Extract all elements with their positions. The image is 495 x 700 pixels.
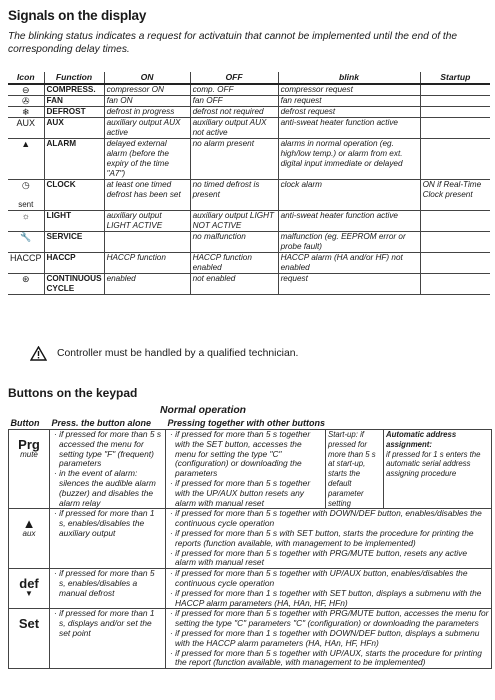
signal-row: [8, 211, 490, 232]
auto-address-text: if pressed for 1 s enters the automatic serial address assigning procedure: [386, 449, 481, 479]
button-name: Set: [18, 616, 40, 632]
signal-function: CLOCK: [44, 180, 104, 211]
signal-off: no malfunction: [190, 232, 278, 253]
press-item: · if pressed for more than 5 s accessed the menu for setting type "F" (frequent) parameters: [54, 429, 162, 469]
signal-row: [8, 139, 490, 180]
press-alone-cell: [50, 569, 166, 609]
signal-off: auxiliary output AUX not active: [190, 118, 278, 139]
signal-function: CONTINUOUS CYCLE: [44, 274, 104, 295]
buttons-header-row: [9, 418, 492, 430]
signal-off: defrost not required: [190, 107, 278, 118]
button-row: [9, 509, 492, 569]
together-item: · if pressed for more than 5 s together with DOWN/DEF button, enables/disables the continuous cycle operation: [170, 508, 482, 529]
signal-on: auxiliary output LIGHT ACTIVE: [104, 211, 190, 232]
header-press: Press. the button alone: [51, 418, 152, 428]
together-item: · if pressed for more than 5 s together with PRG/MUTE button, accesses the menu for setting the type "C" parameters "C" (configuration) or downloading the parameters: [170, 608, 489, 629]
press-together-cell: [166, 609, 492, 669]
signal-blink: HACCP alarm (HA and/or HF) not enabled: [278, 253, 420, 274]
light-icon: ☼: [8, 211, 44, 232]
signal-off: auxiliary output LIGHT NOT ACTIVE: [190, 211, 278, 232]
signal-off: HACCP function enabled: [190, 253, 278, 274]
signal-row: [8, 180, 490, 211]
signal-on: [104, 232, 190, 253]
normal-operation-label: Normal operation: [160, 405, 247, 416]
signal-startup: ON if Real-Time Clock present: [420, 180, 490, 211]
together-item: · if pressed for more than 5 s together with PRG/MUTE button, resets any active alarm with manual reset: [170, 547, 467, 568]
button-name: Prg: [18, 437, 40, 452]
signal-row: [8, 253, 490, 274]
continuous-cycle-icon: ⊛: [8, 274, 44, 295]
fan-icon: ✇: [8, 96, 44, 107]
signal-on: fan ON: [104, 96, 190, 107]
press-together-cell: [166, 569, 492, 609]
signal-blink: compressor request: [278, 84, 420, 96]
signal-blink: fan request: [278, 96, 420, 107]
aux-icon: AUX: [8, 118, 44, 139]
signal-function: ALARM: [44, 139, 104, 180]
button-sub: aux: [22, 529, 36, 539]
sent-label: sent: [18, 200, 34, 209]
haccp-icon: HACCP: [8, 253, 44, 274]
signal-row: [8, 107, 490, 118]
signal-row: [8, 232, 490, 253]
signal-on: delayed external alarm (before the expiry of the time "A7"): [104, 139, 190, 180]
signal-function: HACCP: [44, 253, 104, 274]
signal-function: FAN: [44, 96, 104, 107]
together-item: · if pressed for more than 1 s together with DOWN/DEF button, displays a submenu with the HACCP alarm parameters (HA, HAn, HF, HFn): [170, 627, 480, 648]
signals-table: [8, 72, 490, 295]
header-function: Function: [44, 72, 104, 84]
press-item: · if pressed for more than 1 s, enables/disables the auxiliary output: [54, 508, 155, 538]
press-alone-cell: [50, 430, 166, 509]
signal-startup: [420, 118, 490, 139]
signal-blink: anti-sweat heater function active: [278, 118, 420, 139]
button-name: ▲: [22, 516, 36, 532]
auto-address-cell: [384, 430, 492, 509]
signal-startup: [420, 84, 490, 96]
header-button: Button: [10, 418, 40, 428]
signal-blink: request: [278, 274, 420, 295]
keypad-button-4[interactable]: [9, 609, 50, 669]
buttons-title: Buttons on the keypad: [8, 386, 138, 400]
button-sub: ▼: [25, 588, 33, 598]
together-item: · if pressed for more than 5 s together with the UP/AUX button resets any alarm with manual reset: [170, 477, 311, 508]
header-together: Pressing together with other buttons: [167, 418, 326, 428]
signal-row: [8, 274, 490, 295]
warning-text: Controller must be handled by a qualified technician.: [57, 348, 299, 359]
signal-startup: [420, 107, 490, 118]
alarm-icon: ▲: [8, 139, 44, 180]
keypad-button-2[interactable]: [9, 509, 50, 569]
signal-on: HACCP function: [104, 253, 190, 274]
press-item: · if pressed for more than 1 s, displays and/or set the set point: [54, 608, 155, 638]
signal-blink: malfunction (eg. EEPROM error or probe fault): [278, 232, 420, 253]
signal-startup: [420, 274, 490, 295]
press-together-cell: [166, 430, 326, 509]
header-icon: Icon: [8, 72, 44, 84]
signal-startup: [420, 232, 490, 253]
signal-off: fan OFF: [190, 96, 278, 107]
together-item: · if pressed for more than 5 s together with the SET button, accesses the menu for setting the type "C" (configuration) or downloading the parameters: [170, 429, 311, 479]
signal-startup: [420, 139, 490, 180]
defrost-icon: ❄: [8, 107, 44, 118]
signal-off: no alarm present: [190, 139, 278, 180]
signal-startup: [420, 96, 490, 107]
together-item: · if pressed for more than 5 s together with UP/AUX button, enables/disables the continuous cycle operation: [170, 568, 468, 588]
signal-blink: defrost request: [278, 107, 420, 118]
signal-function: LIGHT: [44, 211, 104, 232]
signal-on: enabled: [104, 274, 190, 295]
signal-on: auxiliary output AUX active: [104, 118, 190, 139]
together-item: · if pressed for more than 5 s with SET button, starts the procedure for printing the reports (function available, with management to be implemented): [170, 527, 474, 548]
signal-off: no timed defrost is present: [190, 180, 278, 211]
signals-header-row: [8, 72, 490, 84]
button-row: [9, 430, 492, 509]
button-row: [9, 569, 492, 609]
warning-icon: [30, 346, 47, 361]
signal-blink: anti-sweat heater function active: [278, 211, 420, 232]
press-item: · in the event of alarm: silences the audible alarm (buzzer) and disables the alarm relay: [54, 468, 156, 508]
signal-function: AUX: [44, 118, 104, 139]
signal-function: SERVICE: [44, 232, 104, 253]
press-alone-cell: [50, 509, 166, 569]
signals-title: Signals on the display: [8, 8, 147, 23]
signal-blink: clock alarm: [278, 180, 420, 211]
signal-startup: [420, 253, 490, 274]
warning-notice: [30, 346, 298, 361]
signals-intro: The blinking status indicates a request for activatuin that cannot be implemented until the end of the corresponding delay times.: [8, 31, 458, 55]
clock-icon: ◷ sent: [8, 180, 44, 211]
signal-row: [8, 96, 490, 107]
header-blink: blink: [278, 72, 420, 84]
signal-row: [8, 118, 490, 139]
auto-address-title: Automatic address assignment:: [386, 430, 457, 449]
together-item: · if pressed for more than 1 s together with SET button, displays a submenu with the HACCP alarm parameters (HA, HAn, HF, HFn): [170, 587, 482, 608]
press-together-cell: [166, 509, 492, 569]
signal-off: comp. OFF: [190, 84, 278, 96]
signal-function: DEFROST: [44, 107, 104, 118]
signal-startup: [420, 211, 490, 232]
signal-off: not enabled: [190, 274, 278, 295]
signal-on: defrost in progress: [104, 107, 190, 118]
button-name: def: [19, 576, 39, 592]
signal-blink: alarms in normal operation (eg. high/low temp.) or alarm from ext. digital input immediate or delayed: [278, 139, 420, 180]
together-item: · if pressed for more than 5 s together with UP/AUX, starts the procedure for printing the report (function available, with management to be implemented): [170, 647, 482, 668]
press-alone-cell: [50, 609, 166, 669]
signal-function: COMPRESS.: [44, 84, 104, 96]
signal-on: at least one timed defrost has been set: [104, 180, 190, 211]
header-off: OFF: [190, 72, 278, 84]
compressor-icon: ⊖: [8, 84, 44, 96]
header-startup: Startup: [420, 72, 490, 84]
header-on: ON: [104, 72, 190, 84]
press-item: · if pressed for more than 5 s, enables/disables a manual defrost: [54, 568, 155, 598]
signal-on: compressor ON: [104, 84, 190, 96]
keypad-button-1[interactable]: [9, 430, 50, 509]
keypad-button-3[interactable]: [9, 569, 50, 609]
service-icon: 🔧: [8, 232, 44, 253]
startup-cell: Start-up: if pressed for more than 5 s at start-up, starts the default parameter setting: [326, 430, 384, 509]
button-row: [9, 609, 492, 669]
buttons-table: [8, 418, 492, 669]
button-sub: mute: [20, 449, 38, 459]
signal-row: [8, 84, 490, 96]
